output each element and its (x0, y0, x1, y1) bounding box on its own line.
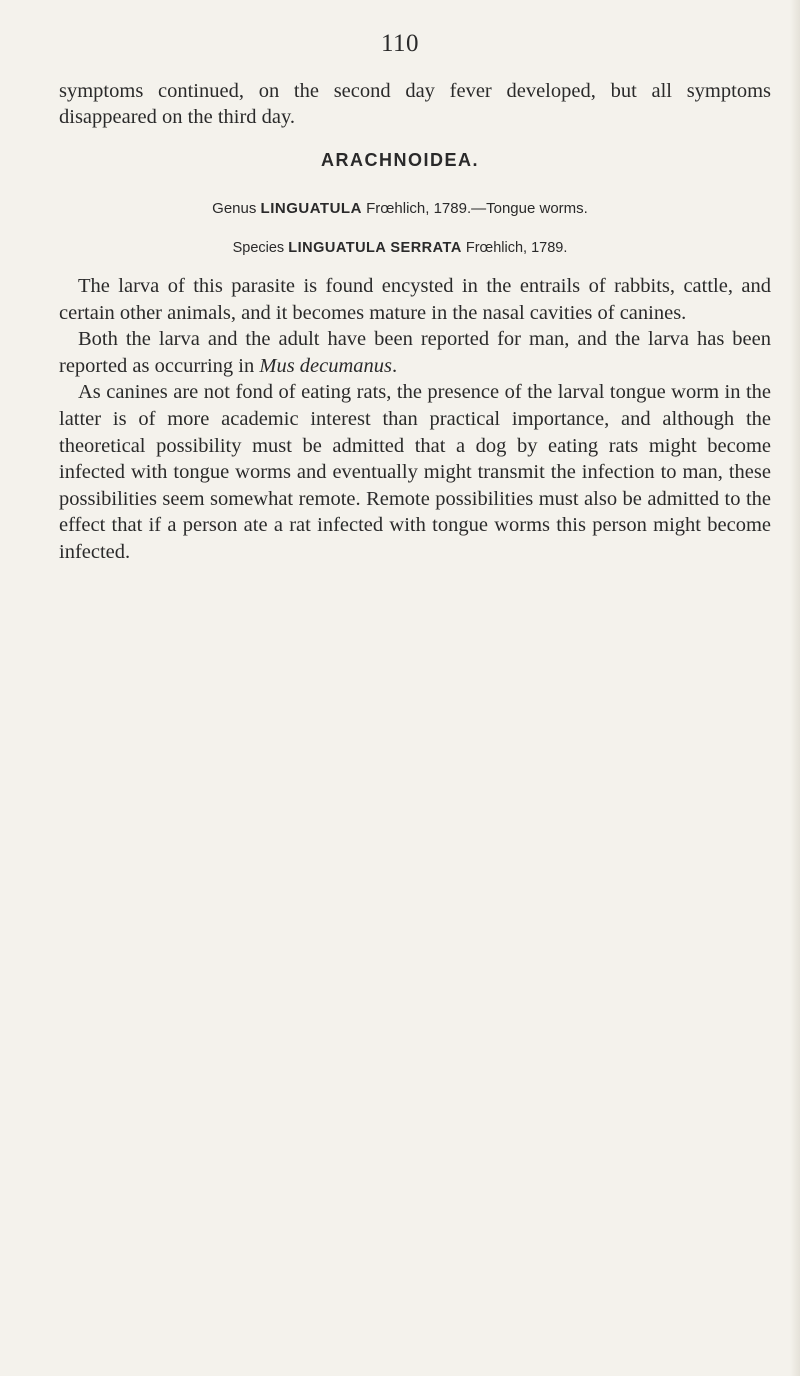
paragraph-canines-rats: As canines are not fond of eating rats, the presence of the larval tongue worm in the latter is of more academic interest than practical importance, and although the theoretical possibility must be admitted that a dog by eating rats might become infected with tongue worms and eventually might transmit the infection to man, these possibilities seem somewhat remote. Remote possibilities must also be admitted to the effect that if a person ate a rat infected with tongue worms this person might become infected. (59, 381, 771, 563)
intro-paragraph: symptoms continued, on the second day fever developed, but all symptoms disappeared on the third day. (59, 80, 771, 128)
genus-label: Genus (212, 200, 257, 217)
genus-heading (0, 200, 800, 217)
page-edge-shadow (790, 0, 800, 1376)
species-authority: Frœhlich, 1789. (465, 240, 568, 256)
page-number: 110 (380, 30, 420, 57)
species-name: LINGUATULA SERRATA (288, 240, 462, 256)
section-heading: ARACHNOIDEA. (320, 150, 479, 170)
species-label: Species (232, 240, 285, 256)
genus-name: LINGUATULA (260, 200, 362, 217)
genus-authority: Frœhlich, 1789.—Tongue worms. (366, 200, 588, 217)
body-text (59, 273, 771, 566)
paragraph-2-end: . (392, 354, 398, 377)
paragraph-reports-in-man (59, 326, 771, 379)
species-heading (0, 240, 800, 256)
paragraph-larva-description: The larva of this parasite is found encysted in the entrails of rabbits, cattle, and certain other animals, and it becomes mature in the nasal cavities of canines. (59, 275, 771, 324)
paragraph-2-text: Both the larva and the adult have been reported for man, and the larva has been reported as occurring in (59, 328, 771, 377)
species-italic-name: Mus decumanus (259, 354, 393, 377)
